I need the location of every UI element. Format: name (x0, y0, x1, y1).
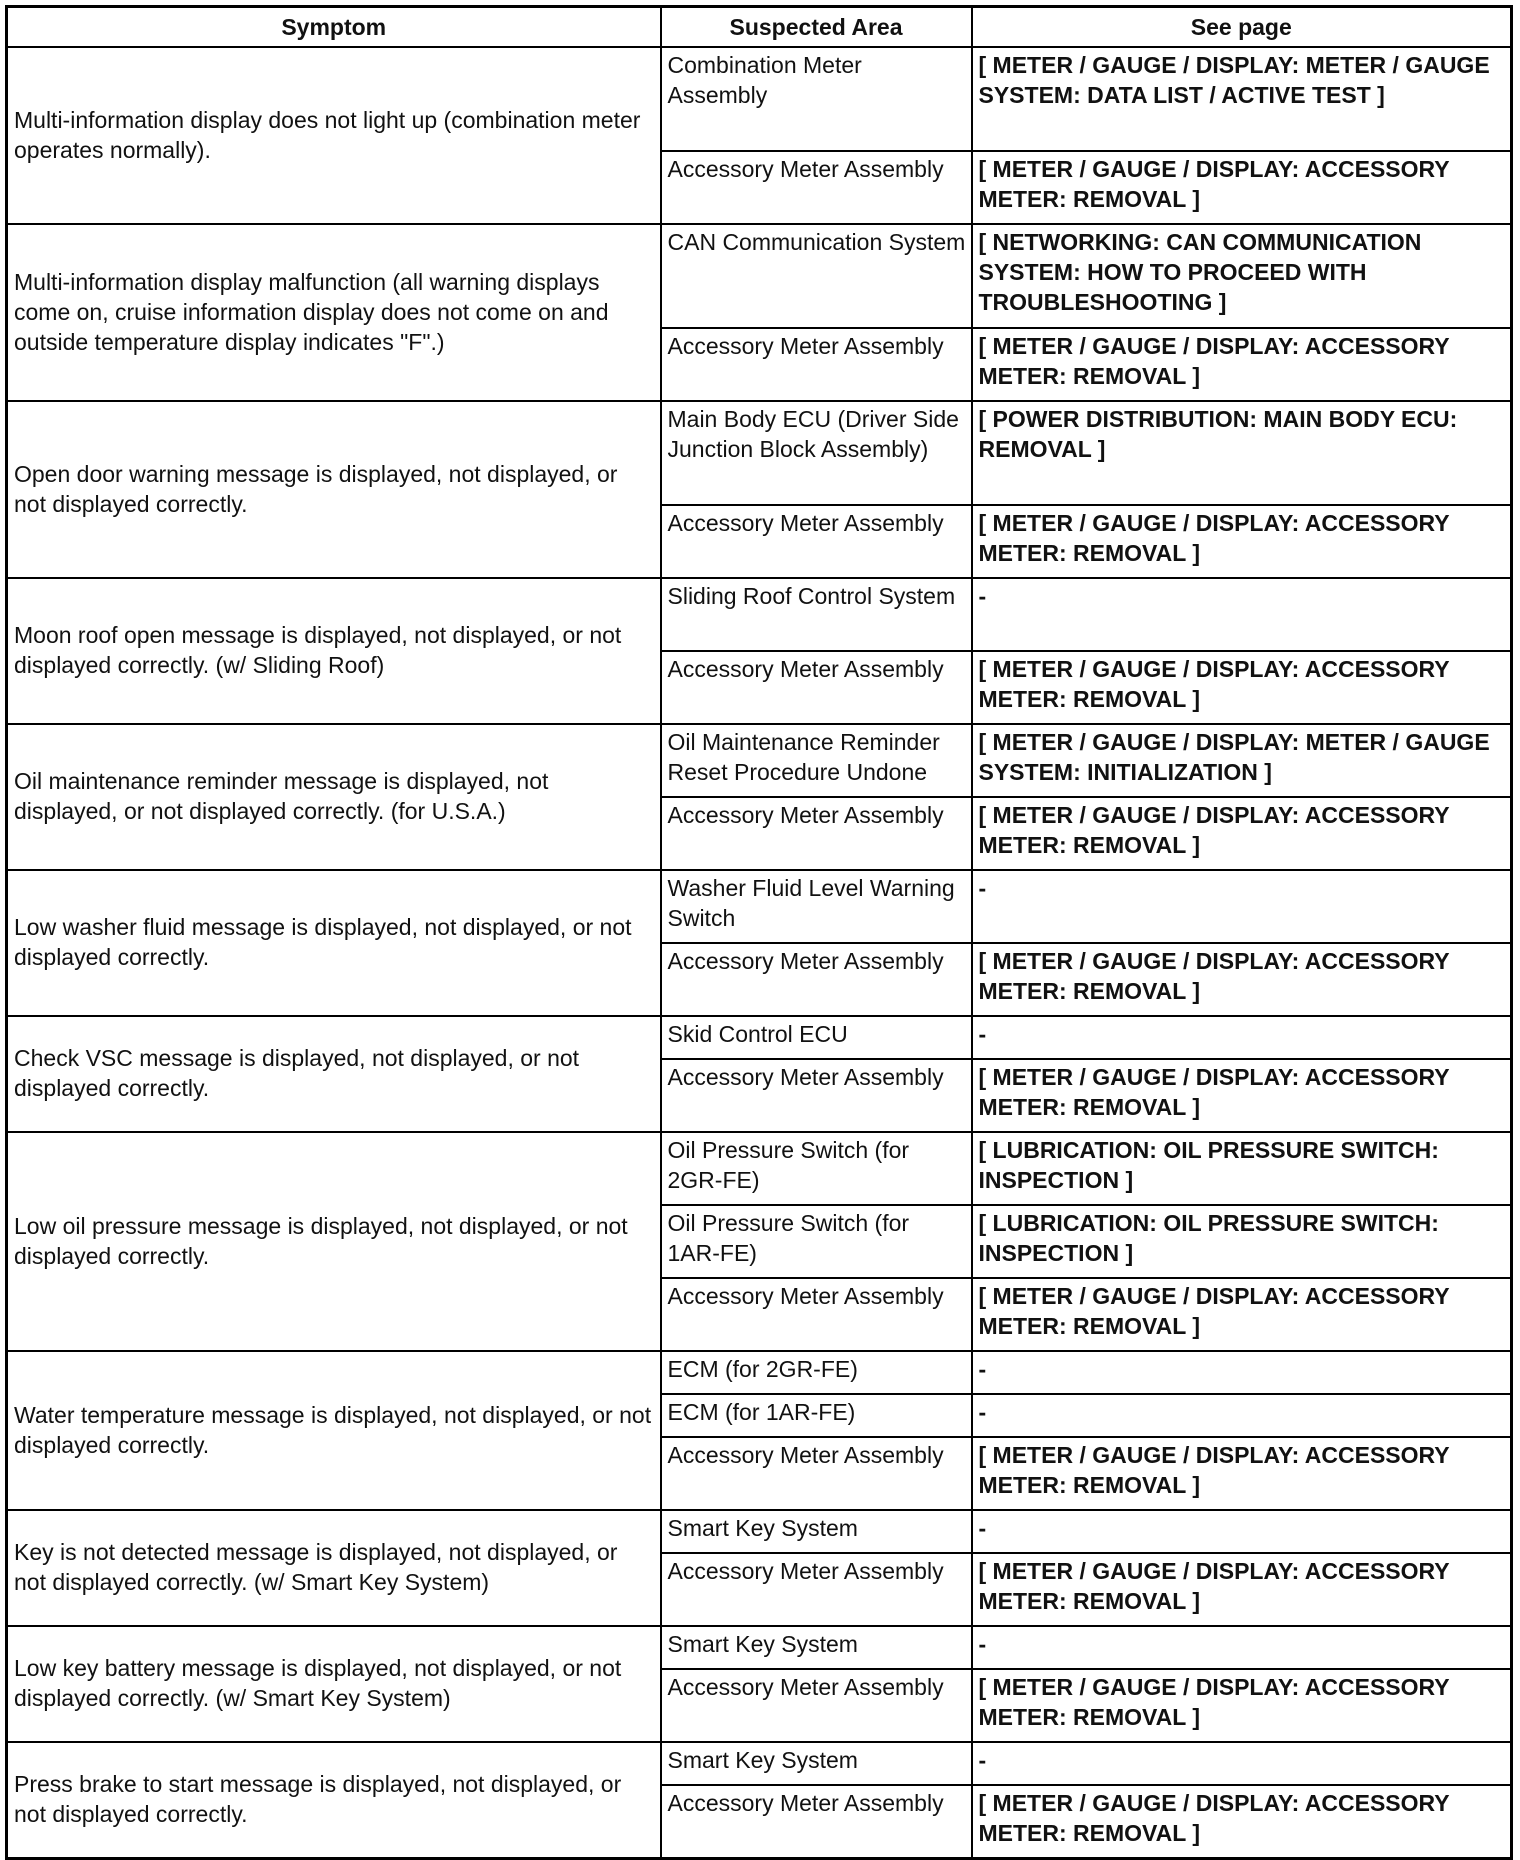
see-page-cell: [ METER / GAUGE / DISPLAY: ACCESSORY METER: REMOVAL ] (972, 1278, 1512, 1351)
header-see-page: See page (972, 7, 1512, 48)
table-row (7, 224, 1512, 328)
see-page-cell: - (972, 1394, 1512, 1437)
see-page-cell: - (972, 1742, 1512, 1785)
suspected-area-cell: Accessory Meter Assembly (661, 1059, 972, 1132)
suspected-area-cell: ECM (for 1AR-FE) (661, 1394, 972, 1437)
symptom-cell: Check VSC message is displayed, not displayed, or not displayed correctly. (7, 1016, 661, 1132)
header-suspected-area: Suspected Area (661, 7, 972, 48)
suspected-area-cell: Skid Control ECU (661, 1016, 972, 1059)
symptom-cell: Low key battery message is displayed, not displayed, or not displayed correctly. (w/ Smart Key System) (7, 1626, 661, 1742)
suspected-area-cell: Washer Fluid Level Warning Switch (661, 870, 972, 943)
suspected-area-cell: Accessory Meter Assembly (661, 1553, 972, 1626)
symptom-cell: Moon roof open message is displayed, not displayed, or not displayed correctly. (w/ Sliding Roof) (7, 578, 661, 724)
see-page-cell: [ METER / GAUGE / DISPLAY: ACCESSORY METER: REMOVAL ] (972, 151, 1512, 224)
see-page-cell: - (972, 578, 1512, 651)
see-page-cell: [ POWER DISTRIBUTION: MAIN BODY ECU: REMOVAL ] (972, 401, 1512, 505)
table-row (7, 1742, 1512, 1785)
symptom-cell: Press brake to start message is displayed, not displayed, or not displayed correctly. (7, 1742, 661, 1859)
table-row (7, 578, 1512, 651)
see-page-cell: [ METER / GAUGE / DISPLAY: ACCESSORY METER: REMOVAL ] (972, 1059, 1512, 1132)
see-page-cell: - (972, 1626, 1512, 1669)
suspected-area-cell: Accessory Meter Assembly (661, 151, 972, 224)
table-row (7, 1510, 1512, 1553)
table-row (7, 1132, 1512, 1205)
see-page-cell: [ METER / GAUGE / DISPLAY: ACCESSORY METER: REMOVAL ] (972, 651, 1512, 724)
see-page-cell: - (972, 1016, 1512, 1059)
suspected-area-cell: Accessory Meter Assembly (661, 797, 972, 870)
symptom-cell: Low oil pressure message is displayed, not displayed, or not displayed correctly. (7, 1132, 661, 1351)
table-row (7, 47, 1512, 151)
suspected-area-cell: CAN Communication System (661, 224, 972, 328)
symptom-cell: Water temperature message is displayed, not displayed, or not displayed correctly. (7, 1351, 661, 1510)
table-row (7, 1626, 1512, 1669)
symptom-cell: Multi-information display does not light up (combination meter operates normally). (7, 47, 661, 224)
suspected-area-cell: ECM (for 2GR-FE) (661, 1351, 972, 1394)
header-row (7, 7, 1512, 48)
table-row (7, 1016, 1512, 1059)
see-page-cell: [ METER / GAUGE / DISPLAY: METER / GAUGE SYSTEM: INITIALIZATION ] (972, 724, 1512, 797)
symptom-cell: Oil maintenance reminder message is displayed, not displayed, or not displayed correctly. (for U.S.A.) (7, 724, 661, 870)
see-page-cell: [ METER / GAUGE / DISPLAY: ACCESSORY METER: REMOVAL ] (972, 505, 1512, 578)
symptom-cell: Open door warning message is displayed, not displayed, or not displayed correctly. (7, 401, 661, 578)
symptom-cell: Multi-information display malfunction (all warning displays come on, cruise information display does not come on and outside temperature display indicates "F".) (7, 224, 661, 401)
suspected-area-cell: Accessory Meter Assembly (661, 328, 972, 401)
table-body (7, 47, 1512, 1859)
see-page-cell: [ METER / GAUGE / DISPLAY: ACCESSORY METER: REMOVAL ] (972, 1553, 1512, 1626)
suspected-area-cell: Smart Key System (661, 1510, 972, 1553)
suspected-area-cell: Oil Maintenance Reminder Reset Procedure Undone (661, 724, 972, 797)
suspected-area-cell: Accessory Meter Assembly (661, 943, 972, 1016)
table-row (7, 870, 1512, 943)
table-row (7, 724, 1512, 797)
symptom-cell: Key is not detected message is displayed, not displayed, or not displayed correctly. (w/ Smart Key System) (7, 1510, 661, 1626)
symptom-cell: Low washer fluid message is displayed, not displayed, or not displayed correctly. (7, 870, 661, 1016)
see-page-cell: [ METER / GAUGE / DISPLAY: ACCESSORY METER: REMOVAL ] (972, 1437, 1512, 1510)
suspected-area-cell: Accessory Meter Assembly (661, 1278, 972, 1351)
suspected-area-cell: Accessory Meter Assembly (661, 1437, 972, 1510)
suspected-area-cell: Oil Pressure Switch (for 2GR-FE) (661, 1132, 972, 1205)
see-page-cell: [ METER / GAUGE / DISPLAY: ACCESSORY METER: REMOVAL ] (972, 328, 1512, 401)
see-page-cell: - (972, 1510, 1512, 1553)
see-page-cell: - (972, 1351, 1512, 1394)
see-page-cell: [ LUBRICATION: OIL PRESSURE SWITCH: INSPECTION ] (972, 1132, 1512, 1205)
suspected-area-cell: Accessory Meter Assembly (661, 505, 972, 578)
see-page-cell: [ NETWORKING: CAN COMMUNICATION SYSTEM: HOW TO PROCEED WITH TROUBLESHOOTING ] (972, 224, 1512, 328)
table-row (7, 401, 1512, 505)
see-page-cell: [ METER / GAUGE / DISPLAY: ACCESSORY METER: REMOVAL ] (972, 1785, 1512, 1859)
suspected-area-cell: Accessory Meter Assembly (661, 1669, 972, 1742)
see-page-cell: - (972, 870, 1512, 943)
suspected-area-cell: Oil Pressure Switch (for 1AR-FE) (661, 1205, 972, 1278)
table-row (7, 1351, 1512, 1394)
suspected-area-cell: Main Body ECU (Driver Side Junction Block Assembly) (661, 401, 972, 505)
suspected-area-cell: Accessory Meter Assembly (661, 1785, 972, 1859)
suspected-area-cell: Combination Meter Assembly (661, 47, 972, 151)
suspected-area-cell: Accessory Meter Assembly (661, 651, 972, 724)
see-page-cell: [ METER / GAUGE / DISPLAY: ACCESSORY METER: REMOVAL ] (972, 943, 1512, 1016)
see-page-cell: [ METER / GAUGE / DISPLAY: ACCESSORY METER: REMOVAL ] (972, 797, 1512, 870)
troubleshooting-table (5, 5, 1513, 1860)
suspected-area-cell: Smart Key System (661, 1626, 972, 1669)
header-symptom: Symptom (7, 7, 661, 48)
see-page-cell: [ METER / GAUGE / DISPLAY: ACCESSORY METER: REMOVAL ] (972, 1669, 1512, 1742)
see-page-cell: [ LUBRICATION: OIL PRESSURE SWITCH: INSPECTION ] (972, 1205, 1512, 1278)
see-page-cell: [ METER / GAUGE / DISPLAY: METER / GAUGE SYSTEM: DATA LIST / ACTIVE TEST ] (972, 47, 1512, 151)
suspected-area-cell: Sliding Roof Control System (661, 578, 972, 651)
suspected-area-cell: Smart Key System (661, 1742, 972, 1785)
